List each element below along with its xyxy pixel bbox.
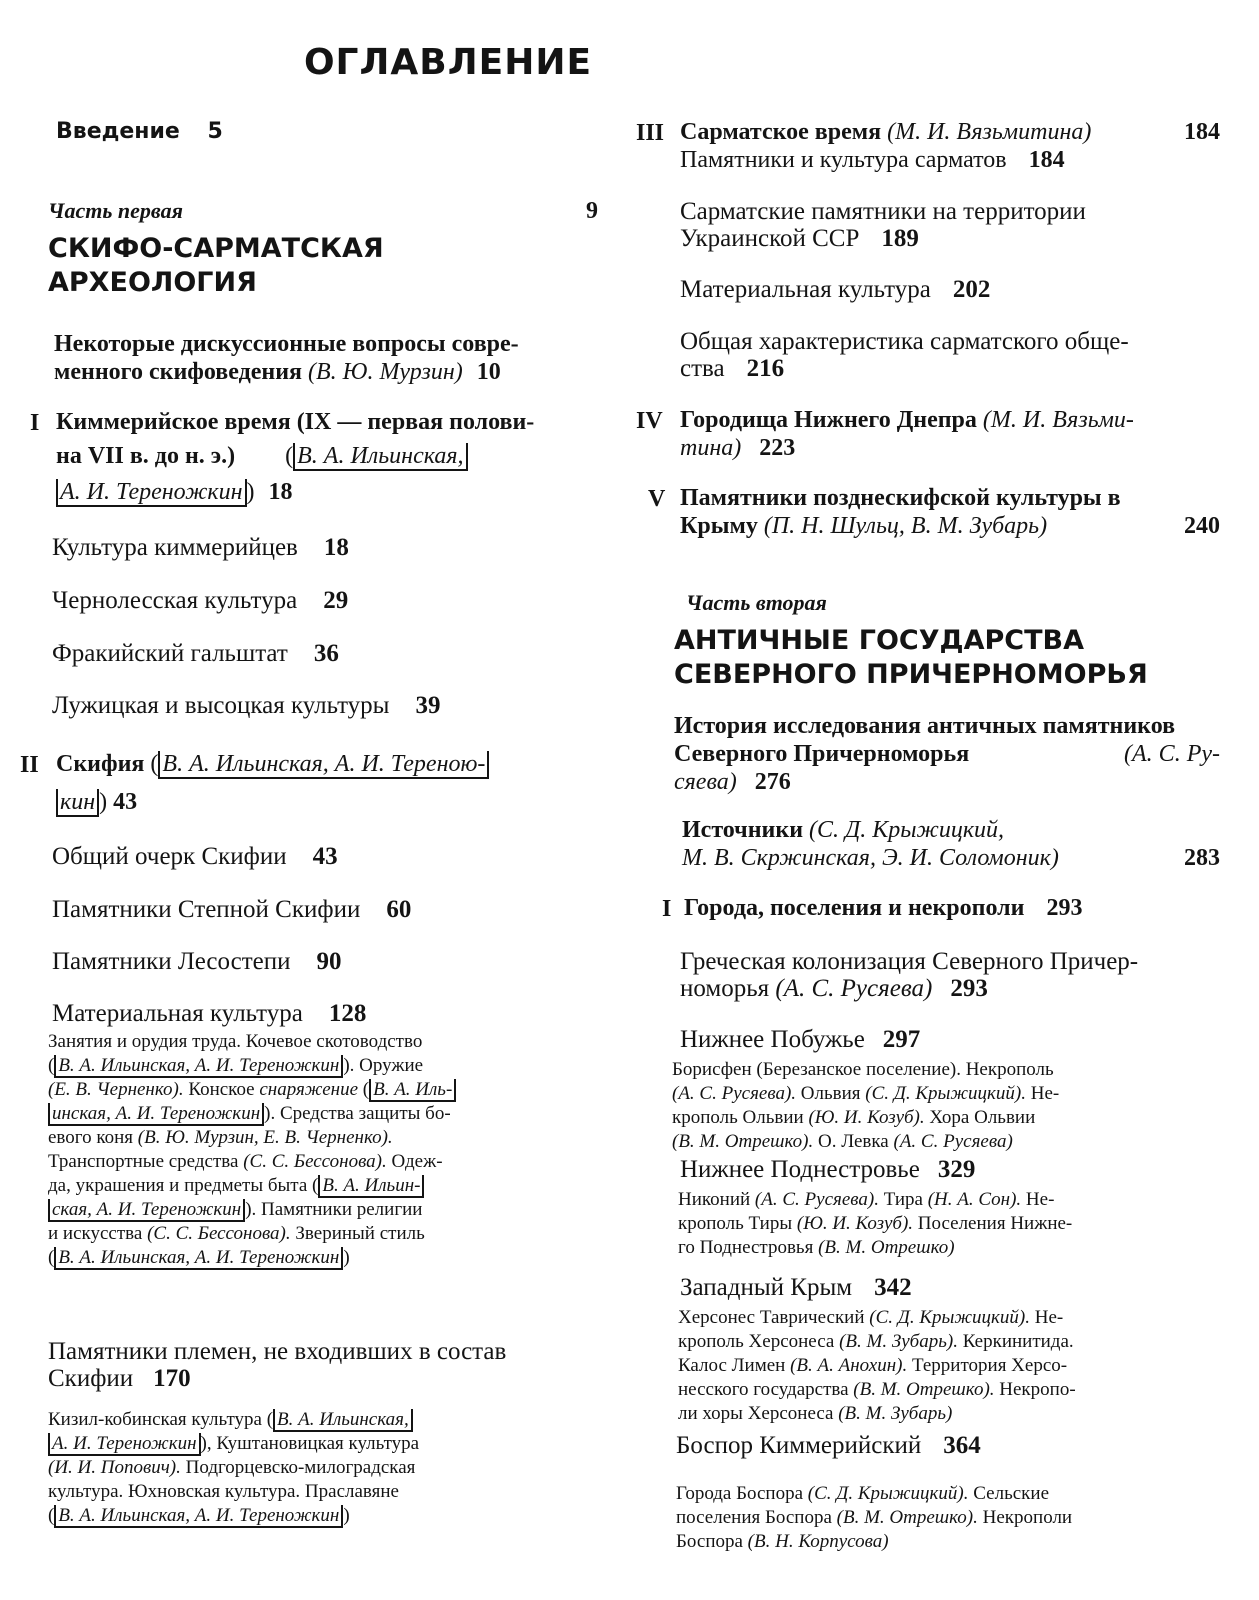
toc-entry-lower-bug[interactable]: Нижнее Побужье 297 (680, 1026, 921, 1053)
part-two-header (686, 590, 1220, 616)
page-number: 9 (586, 198, 598, 224)
toc-entry-chapter-1[interactable]: Киммерийское время (IX — первая полови- на VII в. до н. э.) ( В. А. Ильинская, А. И. Тереножкин ) 18 (56, 409, 535, 505)
toc-entry-chapter-2[interactable]: Скифия ( В. А. Ильинская, А. И. Тереною- кин ) 43 (56, 750, 598, 816)
toc-entry-chapter-4[interactable]: Городища Нижнего Днепра (М. И. Вязьми- тина) 223 (680, 407, 1134, 461)
lower-bug-details: Борисфен (Березанское поселение). Некрополь (А. С. Русяева). Ольвия (С. Д. Крыжицкий). Не- крополь Ольвии (Ю. И. Козуб). Хора Ольвии (В. М. Отрешко). О. Левка (А. С. Русяева) (672, 1059, 1060, 1152)
chapter-number: III (636, 120, 665, 146)
toc-entry-lower-dniester[interactable]: Нижнее Поднестровье 329 (680, 1156, 976, 1183)
material-culture-details: Занятия и орудия труда. Кочевое скотоводство ( В. А. Ильинская, А. И. Тереножкин ). Оружие (Е. В. Черненко). Конское снаряжение ( В. А. Иль- инская, А. И. Тереножкин ). Средства защиты бо- евого коня (В. Ю. Мурзин, Е. В. Черненко). Транспортные средства (С. С. Бессонова). Одеж- да, украшения и предметы быта ( В. А. Ильин- ская, А. И. Тереножкин ). Памятники религии и искусства (С. С. Бессонова). Звериный стиль ( В. А. Ильинская, А. И. Тереножкин ) (48, 1030, 598, 1270)
toc-entry-cities[interactable]: Города, поселения и некрополи 293 (684, 895, 1083, 921)
toc-entry-intro[interactable]: Введение 5 (56, 119, 223, 144)
toc-entry-chapter-3[interactable]: Сарматское время (М. И. Вязьмитина) 184 Памятники и культура сарматов 184 (680, 119, 1220, 173)
chapter-number: I (30, 410, 40, 436)
chapter-number: IV (636, 408, 663, 434)
toc-entry-forest-steppe[interactable]: Памятники Лесостепи 90 (52, 948, 342, 975)
toc-entry-kimmerians[interactable]: Культура киммерийцев 18 (52, 534, 349, 561)
chapter-number: V (648, 486, 666, 512)
toc-entry-thracian[interactable]: Фракийский гальштат 36 (52, 640, 339, 667)
western-crimea-details: Херсонес Таврический (С. Д. Крыжицкий). Не- крополь Херсонеса (В. М. Зубарь). Керкинитида. Калос Лимен (В. А. Анохин). Территория Херсо- несского государства (В. М. Отрешко). Некропо- ли хоры Херсонеса (В. М. Зубарь) (678, 1307, 1076, 1424)
toc-entry-sarmatian-society[interactable]: Общая характеристика сарматского обще- ства 216 (680, 328, 1129, 382)
toc-entry-chernoles[interactable]: Чернолесская культура 29 (52, 587, 349, 614)
toc-entry-discussion[interactable]: Некоторые дискуссионные вопросы совре- менного скифоведения (В. Ю. Мурзин) 10 (54, 331, 519, 385)
lower-dniester-details: Никоний (А. С. Русяева). Тира (Н. А. Сон). Не- крополь Тиры (Ю. И. Козуб). Поселения Нижне- го Поднестровья (В. М. Отрешко) (678, 1189, 1073, 1258)
toc-entry-chapter-5[interactable]: Памятники позднескифской культуры в Крыму (П. Н. Шульц, В. М. Зубарь) 240 (680, 485, 1220, 539)
part-label: Часть первая (48, 198, 183, 223)
part-one-header (48, 198, 598, 224)
tribes-details: Кизил-кобинская культура ( В. А. Ильинская, А. И. Тереножкин ), Куштановицкая культура (И. И. Попович). Подгорцевско-милоградская культура. Юхновская культура. Праславяне ( В. А. Ильинская, А. И. Тереножкин ) (48, 1409, 420, 1526)
toc-entry-steppe-scythia[interactable]: Памятники Степной Скифии 60 (52, 896, 412, 923)
chapter-number: I (662, 896, 672, 922)
toc-entry-lusatian[interactable]: Лужицкая и высоцкая культуры 39 (52, 692, 441, 719)
part-two-title: АНТИЧНЫЕ ГОСУДАРСТВА СЕВЕРНОГО ПРИЧЕРНОМОРЬЯ (674, 625, 1148, 690)
part-one-title: СКИФО-САРМАТСКАЯ АРХЕОЛОГИЯ (48, 233, 384, 298)
toc-entry-sarmatian-material[interactable]: Материальная культура 202 (680, 276, 991, 303)
part-label: Часть вторая (686, 590, 827, 615)
page-title: ОГЛАВЛЕНИЕ (303, 42, 593, 83)
toc-entry-sarmatian-ukraine[interactable]: Сарматские памятники на территории Украинской ССР 189 (680, 198, 1086, 252)
toc-entry-research-history[interactable]: История исследования античных памятников Северного Причерноморья (А. С. Ру- сяева) 276 (674, 713, 1220, 795)
toc-entry-bosporus[interactable]: Боспор Киммерийский 364 (676, 1432, 981, 1459)
toc-entry-sources[interactable]: Источники (С. Д. Крыжицкий, М. В. Скржинская, Э. И. Соломоник) 283 (682, 817, 1220, 871)
toc-entry-tribes[interactable]: Памятники племен, не входивших в состав Скифии 170 (48, 1338, 507, 1392)
toc-entry-scythia-overview[interactable]: Общий очерк Скифии 43 (52, 843, 338, 870)
toc-entry-greek-colonization[interactable]: Греческая колонизация Северного Причер- номорья (А. С. Русяева) 293 (680, 948, 1139, 1002)
bosporus-details: Города Боспора (С. Д. Крыжицкий). Сельские поселения Боспора (В. М. Отрешко). Некрополи Боспора (В. Н. Корпусова) (676, 1483, 1073, 1552)
toc-entry-material-culture[interactable]: Материальная культура 128 (52, 1000, 367, 1027)
chapter-number: II (20, 752, 39, 778)
toc-entry-western-crimea[interactable]: Западный Крым 342 (680, 1274, 912, 1301)
